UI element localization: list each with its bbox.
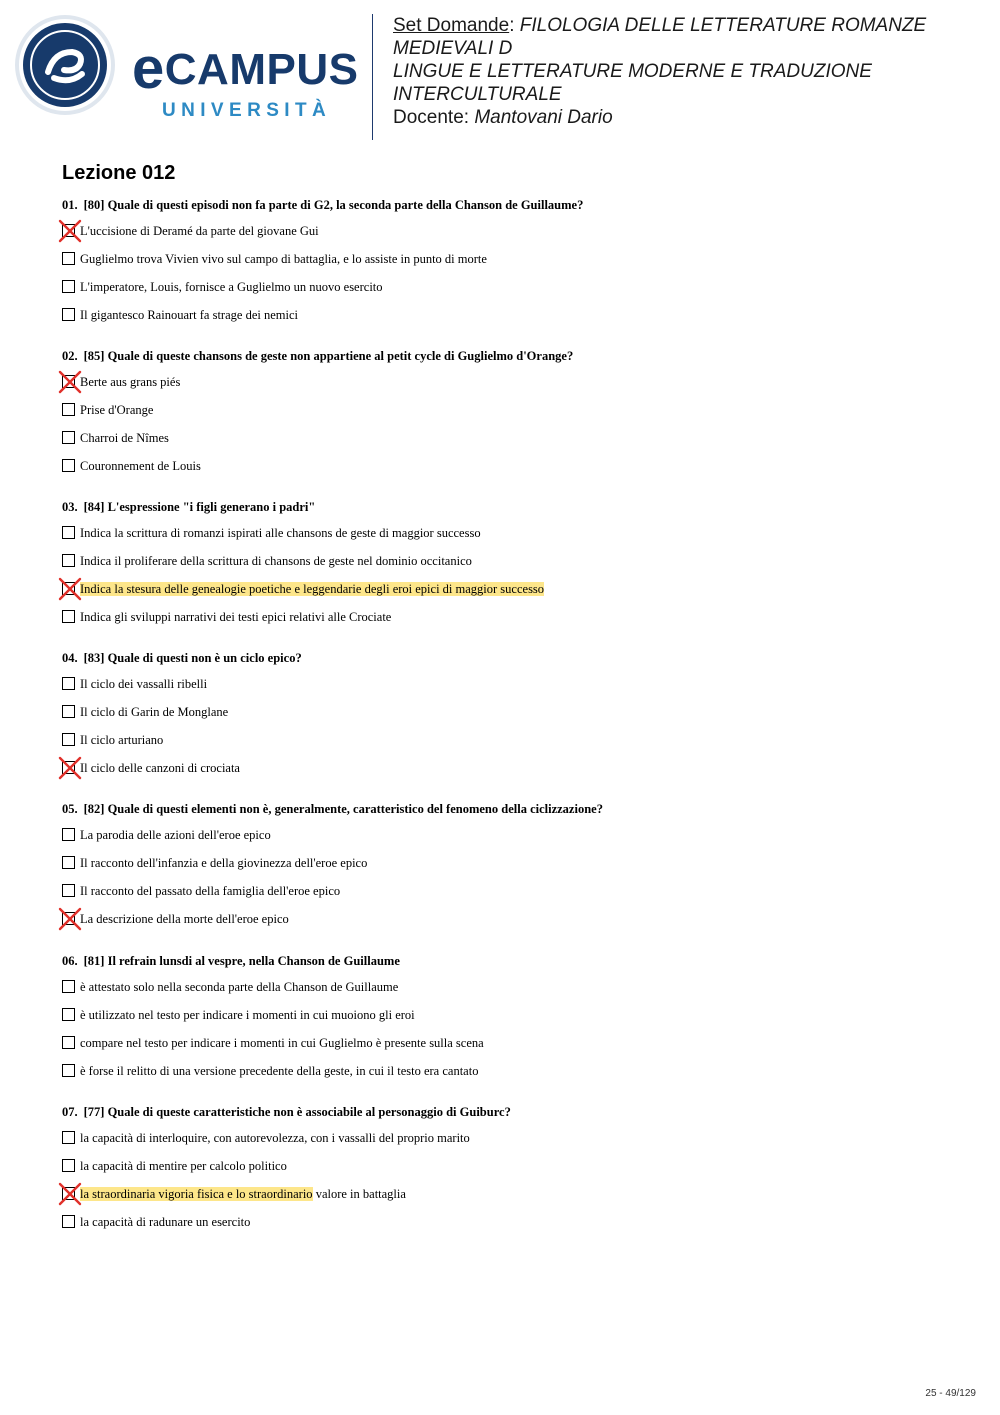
course-title: FILOLOGIA DELLE LETTERATURE ROMANZE MEDIEVALI D: [393, 15, 927, 59]
answer-text: Indica gli sviluppi narrativi dei testi epici relativi alle Crociate: [80, 610, 392, 624]
answer-text: Couronnement de Louis: [80, 459, 201, 473]
question-label: [81] Il refrain lunsdi al vespre, nella Chanson de Guillaume: [83, 954, 400, 968]
answer-checkbox[interactable]: [62, 526, 75, 539]
question-number: 07.: [62, 1105, 78, 1119]
brand-name: [132, 36, 359, 101]
answer-text: L'uccisione di Deramé da parte del giovane Gui: [80, 224, 319, 238]
answer-checkbox[interactable]: [62, 705, 75, 718]
answer-text: Indica il proliferare della scrittura di chansons de geste nel dominio occitanico: [80, 554, 472, 568]
selected-cross-icon: [58, 756, 82, 780]
answer-label: [80, 979, 398, 995]
answer-label: [80, 279, 383, 295]
question-number: 02.: [62, 349, 78, 363]
question-label: [82] Quale di questi elementi non è, generalmente, caratteristico del fenomeno della ciclizzazione?: [83, 802, 603, 816]
question-number: 04.: [62, 651, 78, 665]
answer-checkbox[interactable]: [62, 980, 75, 993]
answer-text: valore in battaglia: [312, 1187, 406, 1201]
brand-rest: CAMPUS: [164, 45, 359, 94]
question-text: [62, 198, 583, 213]
degree-line: [393, 60, 973, 106]
answer-label: [80, 402, 153, 418]
answer-text: Il ciclo dei vassalli ribelli: [80, 677, 208, 691]
set-label: Set Domande: [393, 15, 510, 36]
answer-highlight: Indica la stesura delle genealogie poetiche e leggendarie degli eroi epici di maggior successo: [80, 582, 545, 596]
answer-text: Il racconto del passato della famiglia dell'eroe epico: [80, 884, 341, 898]
answer-label: [80, 760, 240, 776]
selected-cross-icon: [58, 577, 82, 601]
answer-text: compare nel testo per indicare i momenti in cui Guglielmo è presente sulla scena: [80, 1036, 484, 1050]
answer-text: La parodia delle azioni dell'eroe epico: [80, 828, 271, 842]
question-text: [62, 500, 315, 515]
answer-text: Il ciclo arturiano: [80, 733, 164, 747]
question-number: 01.: [62, 198, 78, 212]
question-text: [62, 1105, 511, 1120]
answer-label: [80, 676, 207, 692]
answer-label: [80, 458, 201, 474]
answer-text: è utilizzato nel testo per indicare i momenti in cui muoiono gli eroi: [80, 1008, 415, 1022]
question-number: 03.: [62, 500, 78, 514]
answer-label: [80, 609, 391, 625]
ecampus-seal-logo: [14, 14, 116, 116]
question-number: 05.: [62, 802, 78, 816]
header-divider: [372, 14, 373, 140]
answer-checkbox[interactable]: [62, 733, 75, 746]
selected-cross-icon: [58, 907, 82, 931]
brand-e: e: [132, 36, 165, 101]
answer-label: [80, 1063, 478, 1079]
answer-checkbox[interactable]: [62, 1036, 75, 1049]
question-label: [83] Quale di questi non è un ciclo epico?: [83, 651, 302, 665]
question-label: [85] Quale di queste chansons de geste non appartiene al petit cycle di Guglielmo d'Orange?: [83, 349, 574, 363]
answer-label: [80, 911, 289, 927]
answer-checkbox[interactable]: [62, 1159, 75, 1172]
answer-label: [80, 553, 472, 569]
answer-checkbox[interactable]: [62, 554, 75, 567]
answer-text: la capacità di interloquire, con autorevolezza, con i vassalli del proprio marito: [80, 1131, 470, 1145]
course-info: [393, 14, 973, 129]
question-text: [62, 954, 400, 969]
answer-checkbox[interactable]: [62, 856, 75, 869]
answer-text: Charroi de Nîmes: [80, 431, 169, 445]
selected-cross-icon: [58, 1182, 82, 1206]
page-header: [0, 0, 1000, 150]
answer-label: [80, 883, 340, 899]
question-text: [62, 651, 302, 666]
answer-text: L'imperatore, Louis, fornisce a Guglielmo un nuovo esercito: [80, 280, 383, 294]
question-number: 06.: [62, 954, 78, 968]
question-label: [77] Quale di queste caratteristiche non è associabile al personaggio di Guiburc?: [83, 1105, 511, 1119]
answer-label: [80, 525, 481, 541]
answer-label: [80, 855, 367, 871]
answer-label: [80, 1007, 415, 1023]
answer-checkbox[interactable]: [62, 1064, 75, 1077]
answer-text: la capacità di mentire per calcolo politico: [80, 1159, 287, 1173]
answer-label: [80, 307, 298, 323]
degree-title: LINGUE E LETTERATURE MODERNE E TRADUZIONE INTERCULTURALE: [393, 61, 872, 105]
question-text: [62, 802, 603, 817]
answer-text: La descrizione della morte dell'eroe epico: [80, 912, 289, 926]
answer-text: è forse il relitto di una versione precedente della geste, in cui il testo era cantato: [80, 1064, 479, 1078]
answer-label: [80, 1130, 470, 1146]
question-text: [62, 349, 573, 364]
answer-checkbox[interactable]: [62, 252, 75, 265]
answer-label: [80, 1035, 484, 1051]
answer-label: [80, 374, 180, 390]
brand-subtitle: UNIVERSITÀ: [162, 100, 332, 121]
answer-label: [80, 1158, 287, 1174]
answer-text: Il ciclo delle canzoni di crociata: [80, 761, 240, 775]
answer-checkbox[interactable]: [62, 1131, 75, 1144]
selected-cross-icon: [58, 219, 82, 243]
answer-text: Prise d'Orange: [80, 403, 154, 417]
answer-label: [80, 704, 228, 720]
answer-checkbox[interactable]: [62, 431, 75, 444]
answer-text: è attestato solo nella seconda parte della Chanson de Guillaume: [80, 980, 399, 994]
question-label: [84] L'espressione "i figli generano i padri": [83, 500, 316, 514]
answer-checkbox[interactable]: [62, 828, 75, 841]
answer-text: Guglielmo trova Vivien vivo sul campo di battaglia, e lo assiste in punto di morte: [80, 252, 487, 266]
answer-text: Il racconto dell'infanzia e della giovinezza dell'eroe epico: [80, 856, 368, 870]
lesson-title: Lezione 012: [62, 162, 176, 184]
answer-text: Indica la scrittura di romanzi ispirati alle chansons de geste di maggior successo: [80, 526, 481, 540]
answer-highlight: la straordinaria vigoria fisica e lo straordinario: [80, 1187, 313, 1201]
brand-wordmark: [132, 36, 359, 122]
docente-name: Mantovani Dario: [474, 107, 613, 128]
answer-checkbox[interactable]: [62, 610, 75, 623]
answer-label: [80, 1186, 406, 1202]
set-line: [393, 14, 973, 60]
docente-line: [393, 106, 973, 129]
answer-checkbox[interactable]: [62, 459, 75, 472]
answer-label: [80, 223, 319, 239]
answer-text: la capacità di radunare un esercito: [80, 1215, 251, 1229]
answer-text: Il ciclo di Garin de Monglane: [80, 705, 229, 719]
answer-label: [80, 581, 544, 597]
answer-checkbox[interactable]: [62, 1215, 75, 1228]
question-label: [80] Quale di questi episodi non fa parte di G2, la seconda parte della Chanson de Guillaume?: [83, 198, 584, 212]
answer-checkbox[interactable]: [62, 403, 75, 416]
page-footer: 25 - 49/129: [925, 1388, 976, 1399]
answer-checkbox[interactable]: [62, 280, 75, 293]
answer-label: [80, 732, 163, 748]
answer-label: [80, 1214, 250, 1230]
answer-checkbox[interactable]: [62, 677, 75, 690]
set-separator: :: [509, 15, 515, 36]
answer-checkbox[interactable]: [62, 1008, 75, 1021]
answer-text: Berte aus grans piés: [80, 375, 181, 389]
answer-label: [80, 430, 169, 446]
docente-label: Docente:: [393, 107, 470, 128]
answer-checkbox[interactable]: [62, 308, 75, 321]
answer-checkbox[interactable]: [62, 884, 75, 897]
answer-label: [80, 251, 487, 267]
answer-label: [80, 827, 271, 843]
answer-text: Il gigantesco Rainouart fa strage dei nemici: [80, 308, 298, 322]
selected-cross-icon: [58, 370, 82, 394]
